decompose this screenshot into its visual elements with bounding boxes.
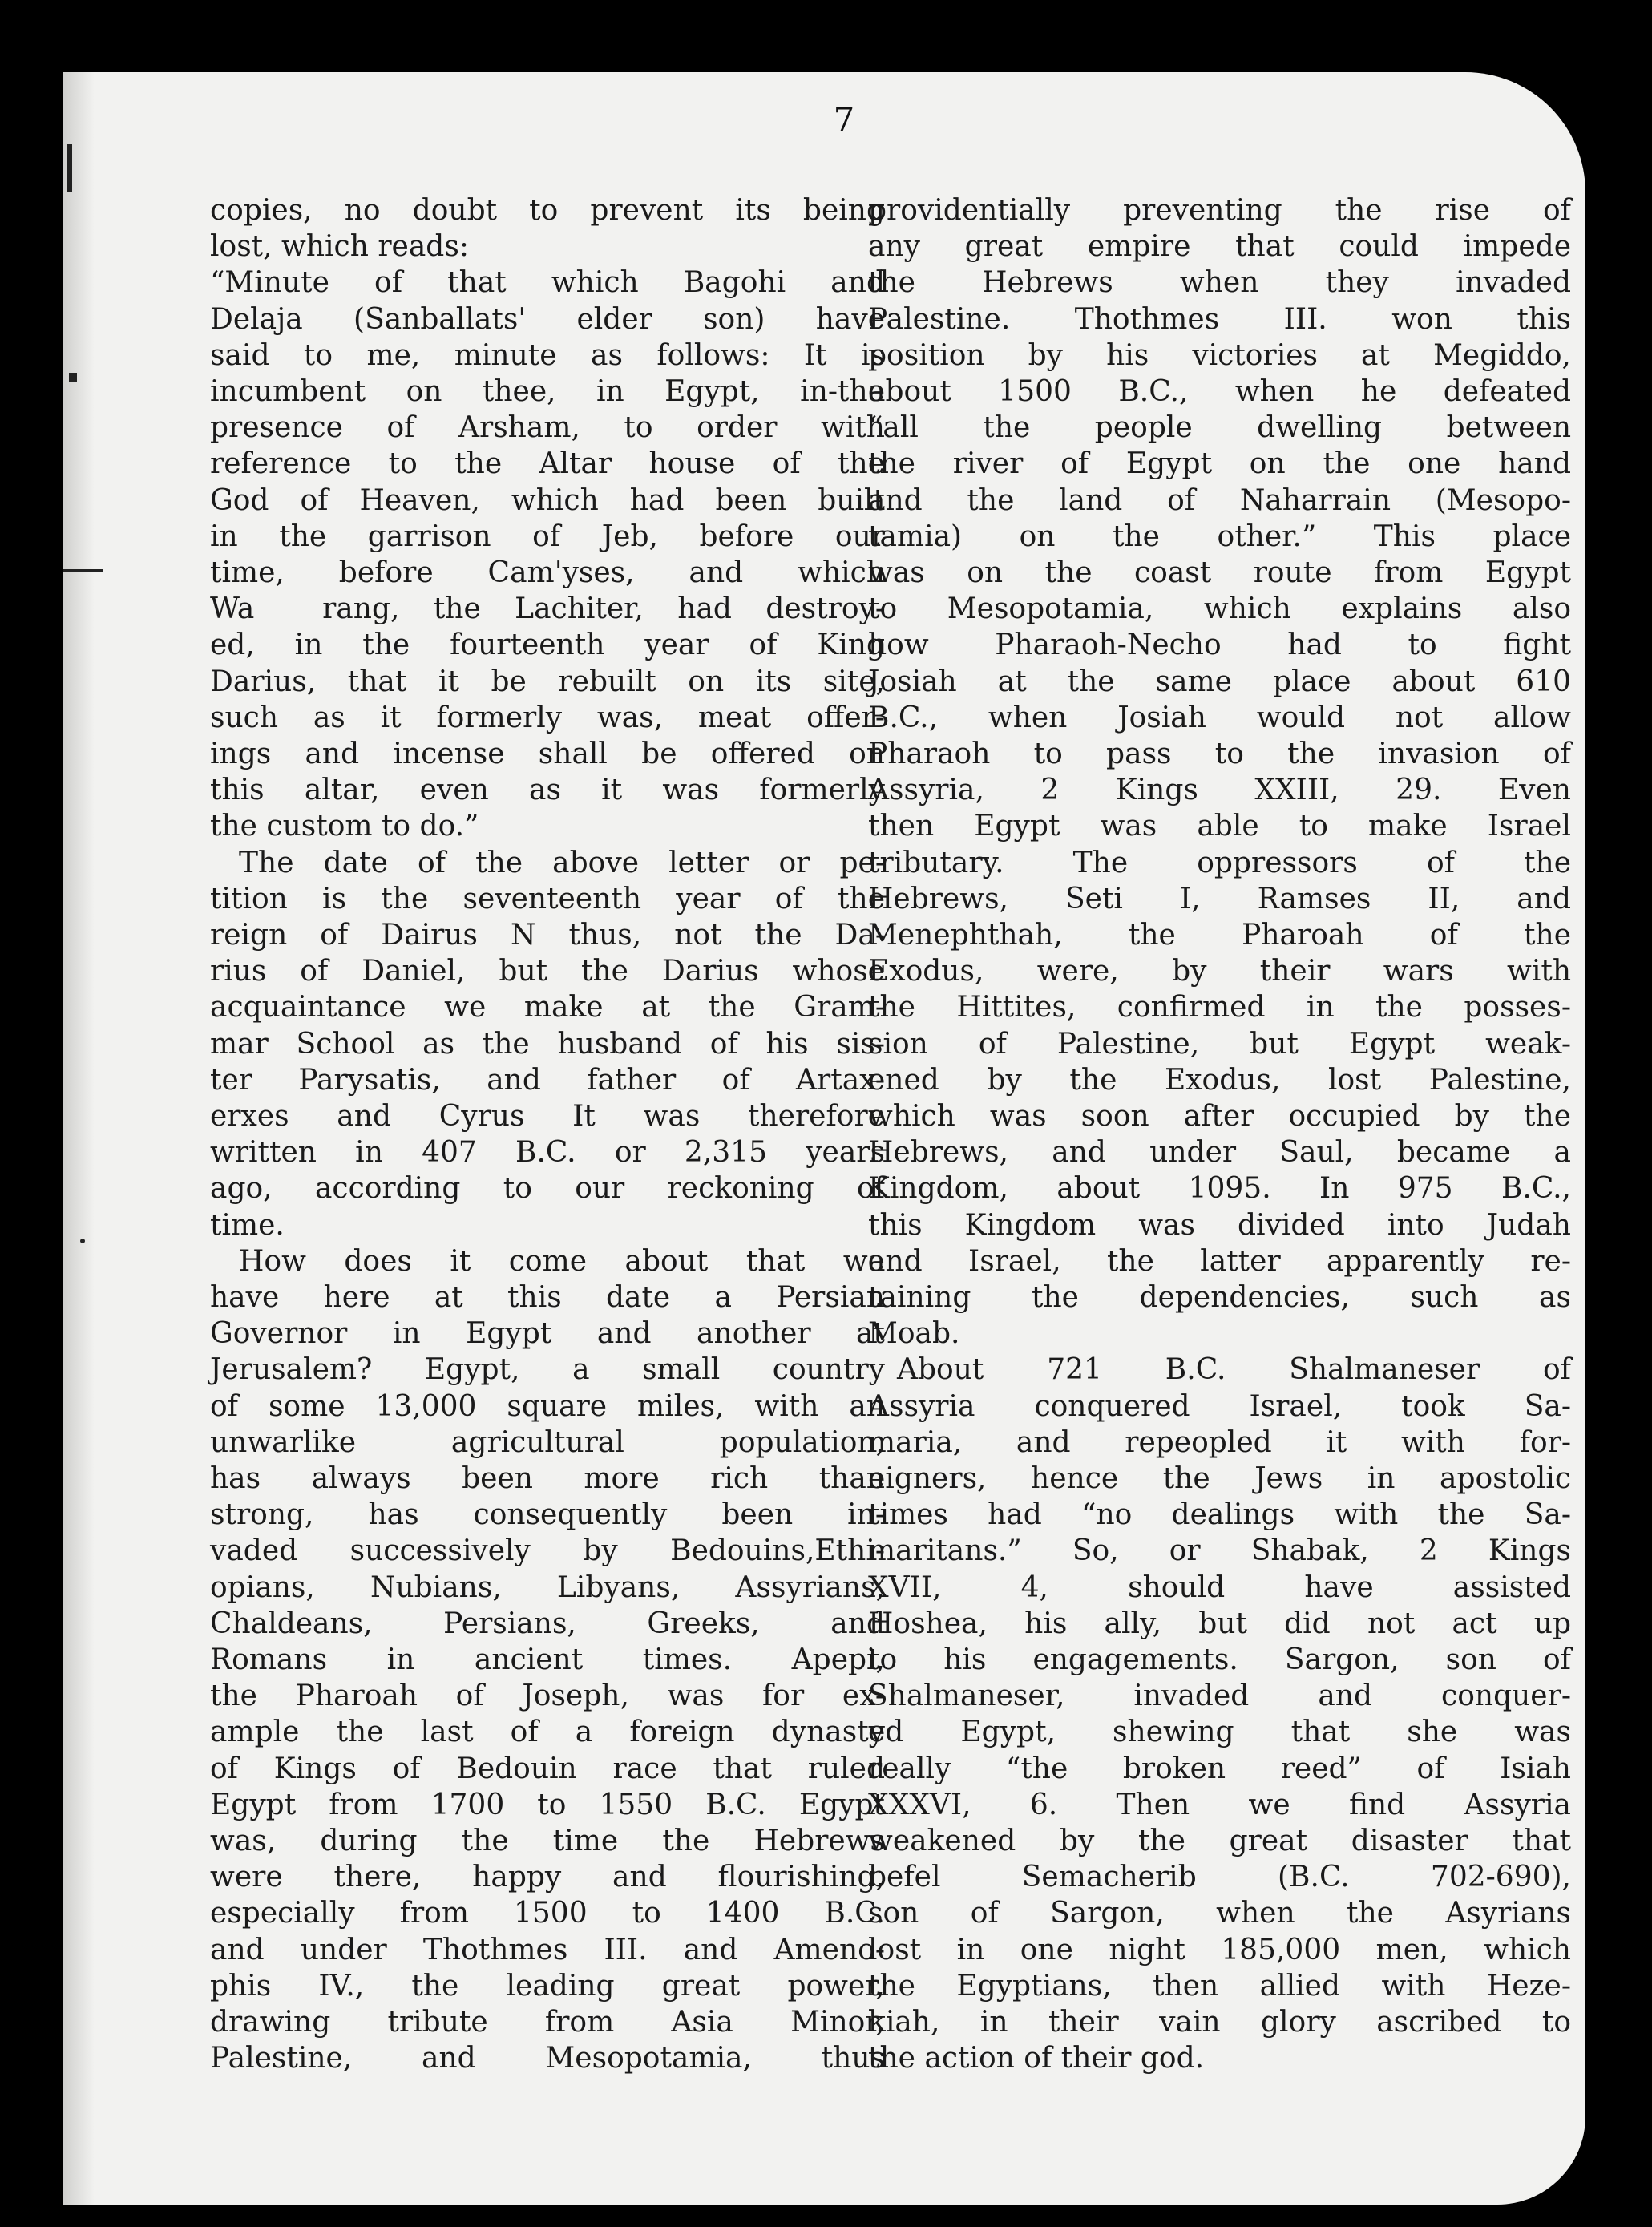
text-line: acquaintance we make at the Gram- xyxy=(210,991,885,1025)
text-line: how Pharaoh-Necho had to fight xyxy=(868,628,1571,662)
text-line: Hoshea, his ally, but did not act up xyxy=(868,1607,1571,1640)
text-line: weakened by the great disaster that xyxy=(868,1825,1571,1857)
text-line: and under Thothmes III. and Ameno- xyxy=(210,1933,885,1966)
text-line: time, before Cam'yses, and which xyxy=(210,556,885,589)
text-line: reign of Dairus N thus, not the Da- xyxy=(210,919,885,952)
text-line: has always been more rich than xyxy=(210,1462,885,1495)
text-line: mar School as the husband of his sis- xyxy=(210,1027,885,1061)
text-line: said to me, minute as follows: It is xyxy=(210,338,885,372)
text-line: written in 407 B.C. or 2,315 years xyxy=(210,1136,885,1170)
text-line: befel Semacherib (B.C. 702-690), xyxy=(868,1861,1571,1894)
gutter-mark xyxy=(63,569,103,572)
text-line: B.C., when Josiah would not allow xyxy=(868,701,1571,734)
text-line: drawing tribute from Asia Minor, xyxy=(210,2006,885,2039)
text-line: Palestine. Thothmes III. won this xyxy=(868,302,1571,336)
text-line: ample the last of a foreign dynasty xyxy=(210,1716,885,1749)
text-line: Moab. xyxy=(868,1317,960,1351)
text-line: any great empire that could impede xyxy=(868,230,1571,264)
text-line: maria, and repeopled it with for- xyxy=(868,1425,1571,1459)
text-line: to Mesopotamia, which explains also xyxy=(868,592,1571,626)
text-line: and Israel, the latter apparently re- xyxy=(868,1244,1571,1278)
text-line: ened by the Exodus, lost Palestine, xyxy=(868,1063,1571,1097)
text-line: Kingdom, about 1095. In 975 B.C., xyxy=(868,1172,1571,1206)
text-line: The date of the above letter or pe- xyxy=(210,846,885,879)
text-line: God of Heaven, which had been built xyxy=(210,483,885,517)
text-line: rius of Daniel, but the Darius whose xyxy=(210,955,885,988)
gutter-mark xyxy=(67,144,72,192)
text-line: then Egypt was able to make Israel xyxy=(868,810,1571,843)
text-line: really “the broken reed” of Isiah xyxy=(868,1752,1571,1785)
text-line: Romans in ancient times. Apepi, xyxy=(210,1643,885,1676)
text-line: Jerusalem? Egypt, a small country xyxy=(210,1353,885,1387)
text-line: eigners, hence the Jews in apostolic xyxy=(868,1462,1571,1495)
text-line: Delaja (Sanballats' elder son) have xyxy=(210,302,885,336)
text-line: incumbent on thee, in Egypt, in-the xyxy=(210,375,885,408)
text-line: presence of Arsham, to order with xyxy=(210,411,885,445)
text-line: in the garrison of Jeb, before our xyxy=(210,519,885,553)
right-text-column xyxy=(868,192,1571,2148)
gutter-mark xyxy=(69,373,77,382)
text-line: the Pharoah of Joseph, was for ex- xyxy=(210,1679,885,1713)
text-line: Josiah at the same place about 610 xyxy=(868,665,1571,698)
text-line: lost in one night 185,000 men, which xyxy=(868,1933,1571,1966)
text-line: ed Egypt, shewing that she was xyxy=(868,1716,1571,1749)
text-line: XXXVI, 6. Then we find Assyria xyxy=(868,1788,1571,1821)
text-line: Chaldeans, Persians, Greeks, and xyxy=(210,1607,885,1640)
text-line: ago, according to our reckoning of xyxy=(210,1172,885,1206)
text-line: of Kings of Bedouin race that ruled xyxy=(210,1752,885,1785)
text-line: Pharaoh to pass to the invasion of xyxy=(868,738,1571,770)
text-line: “all the people dwelling between xyxy=(868,411,1571,445)
text-line: taining the dependencies, such as xyxy=(868,1281,1571,1314)
text-line: position by his victories at Megiddo, xyxy=(868,338,1571,372)
book-page xyxy=(63,72,1585,2205)
text-line: ter Parysatis, and father of Artax- xyxy=(210,1063,885,1097)
page-number: 7 xyxy=(833,100,855,139)
text-line: “Minute of that which Bagohi and xyxy=(210,266,885,300)
text-line: especially from 1500 to 1400 B.C. xyxy=(210,1897,885,1930)
text-line: Hebrews, and under Saul, became a xyxy=(868,1136,1571,1170)
text-line: this altar, even as it was formerly xyxy=(210,774,885,807)
text-line: Palestine, and Mesopotamia, thus xyxy=(210,2042,885,2075)
text-line: time. xyxy=(210,1208,285,1242)
text-line: ings and incense shall be offered on xyxy=(210,738,885,770)
text-line: have here at this date a Persian xyxy=(210,1281,885,1314)
text-line: Menephthah, the Pharoah of the xyxy=(868,919,1571,952)
text-line: Shalmaneser, invaded and conquer- xyxy=(868,1679,1571,1713)
text-line: kiah, in their vain glory ascribed to xyxy=(868,2006,1571,2039)
text-line: was on the coast route from Egypt xyxy=(868,556,1571,589)
text-line: erxes and Cyrus It was therefore xyxy=(210,1100,885,1133)
page-gutter xyxy=(63,72,95,2205)
text-line: Darius, that it be rebuilt on its site, xyxy=(210,665,885,698)
text-line: the custom to do.” xyxy=(210,810,479,843)
text-line: Exodus, were, by their wars with xyxy=(868,955,1571,988)
text-line: Egypt from 1700 to 1550 B.C. Egypt xyxy=(210,1788,885,1821)
text-line: the river of Egypt on the one hand xyxy=(868,447,1571,481)
text-line: XVII, 4, should have assisted xyxy=(868,1570,1571,1604)
text-line: to his engagements. Sargon, son of xyxy=(868,1643,1571,1676)
text-line: maritans.” So, or Shabak, 2 Kings xyxy=(868,1534,1571,1568)
text-line: the Egyptians, then allied with Heze- xyxy=(868,1969,1571,2003)
gutter-mark xyxy=(80,1239,85,1243)
text-line: opians, Nubians, Libyans, Assyrians, xyxy=(210,1570,885,1604)
text-line: providentially preventing the rise of xyxy=(868,194,1571,227)
text-line: was, during the time the Hebrews xyxy=(210,1825,885,1857)
text-line: Wa rang, the Lachiter, had destroy- xyxy=(210,592,885,626)
text-line: this Kingdom was divided into Judah xyxy=(868,1208,1571,1242)
text-line: such as it formerly was, meat offer- xyxy=(210,701,885,734)
text-line: ed, in the fourteenth year of King xyxy=(210,628,885,662)
text-line: vaded successively by Bedouins,Ethi- xyxy=(210,1534,885,1568)
text-line: sion of Palestine, but Egypt weak- xyxy=(868,1027,1571,1061)
text-line: How does it come about that we xyxy=(210,1244,885,1278)
text-line: tributary. The oppressors of the xyxy=(868,846,1571,879)
text-line: reference to the Altar house of the xyxy=(210,447,885,481)
text-line: about 1500 B.C., when he defeated xyxy=(868,375,1571,408)
text-line: phis IV., the leading great power, xyxy=(210,1969,885,2003)
text-line: Governor in Egypt and another at xyxy=(210,1317,885,1351)
text-line: of some 13,000 square miles, with an xyxy=(210,1389,885,1423)
text-line: Assyria, 2 Kings XXIII, 29. Even xyxy=(868,774,1571,807)
text-line: copies, no doubt to prevent its being xyxy=(210,194,885,227)
text-line: the action of their god. xyxy=(868,2042,1205,2075)
text-line: times had “no dealings with the Sa- xyxy=(868,1498,1571,1532)
text-line: unwarlike agricultural population, xyxy=(210,1425,885,1459)
text-line: tition is the seventeenth year of the xyxy=(210,882,885,915)
text-line: About 721 B.C. Shalmaneser of xyxy=(868,1353,1571,1387)
text-line: and the land of Naharrain (Mesopo- xyxy=(868,483,1571,517)
text-line: lost, which reads: xyxy=(210,230,469,264)
text-line: strong, has consequently been in- xyxy=(210,1498,885,1532)
text-line: Assyria conquered Israel, took Sa- xyxy=(868,1389,1571,1423)
text-line: were there, happy and flourishing, xyxy=(210,1861,885,1894)
text-line: the Hebrews when they invaded xyxy=(868,266,1571,300)
text-line: Hebrews, Seti I, Ramses II, and xyxy=(868,882,1571,915)
left-text-column xyxy=(210,192,885,2148)
text-line: which was soon after occupied by the xyxy=(868,1100,1571,1133)
text-line: tamia) on the other.” This place xyxy=(868,519,1571,553)
text-line: son of Sargon, when the Asyrians xyxy=(868,1897,1571,1930)
text-line: the Hittites, confirmed in the posses- xyxy=(868,991,1571,1025)
